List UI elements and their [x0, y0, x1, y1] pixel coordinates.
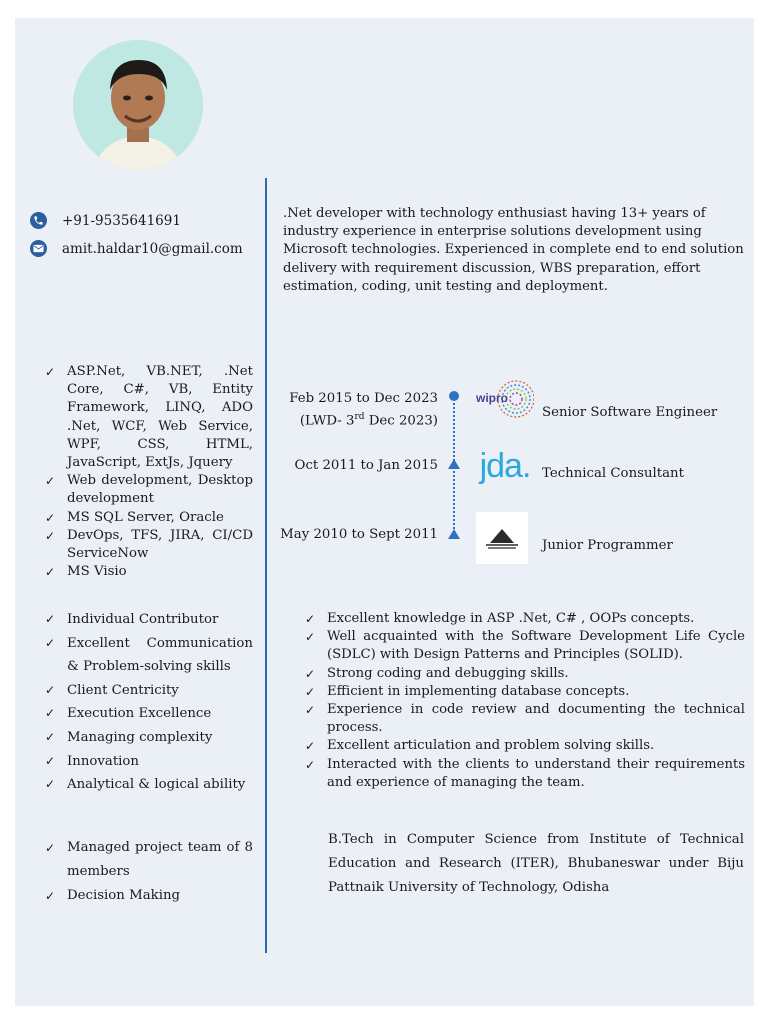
contact-phone	[30, 212, 181, 229]
wipro-wordmark: wipro	[476, 391, 508, 405]
management-item: ✓ Managed project team of 8 members	[45, 836, 253, 884]
profile-photo	[73, 40, 203, 170]
competency-item: ✓ Analytical & logical ability	[45, 773, 253, 797]
competency-item: ✓ Innovation	[45, 750, 253, 774]
knowledge-item: ✓ Strong coding and debugging skills.	[305, 665, 745, 683]
skill-item: ✓ MS SQL Server, Oracle	[45, 509, 253, 527]
knowledge-item: ✓ Excellent articulation and problem solving skills.	[305, 737, 745, 755]
knowledge-list	[305, 610, 745, 792]
phone-icon	[30, 212, 47, 229]
profile-summary: .Net developer with technology enthusiast having 13+ years of industry experience in enterprise solutions development using Microsoft technologies. Experienced in complete end to end solution delivery with requirement discussion, WBS preparation, effort estimation, coding, unit testing and deployment.	[283, 206, 744, 294]
mail-icon	[30, 240, 47, 257]
job-date-3: May 2010 to Sept 2011	[280, 527, 438, 542]
competency-item: ✓ Client Centricity	[45, 679, 253, 703]
company-emblem-icon	[482, 523, 522, 553]
timeline-start-dot	[449, 391, 459, 401]
email-address[interactable]: amit.haldar10@gmail.com	[62, 240, 243, 257]
job-date-2: Oct 2011 to Jan 2015	[294, 458, 438, 473]
skill-item: ✓ ASP.Net, VB.NET, .Net Core, C#, VB, Entity Framework, LINQ, ADO .Net, WCF, Web Service, WPF, CSS, HTML, JavaScript, ExtJs, Jquery	[45, 363, 253, 472]
management-list	[45, 836, 253, 908]
competencies-list	[45, 608, 253, 797]
knowledge-item: ✓ Well acquainted with the Software Development Life Cycle (SDLC) with Design Patterns and Principles (SOLID).	[305, 628, 745, 664]
knowledge-item: ✓ Experience in code review and documenting the technical process.	[305, 701, 745, 737]
phone-number[interactable]: +91-9535641691	[62, 212, 181, 229]
wipro-logo	[476, 377, 534, 421]
competency-item: ✓ Execution Excellence	[45, 702, 253, 726]
contact-email	[30, 240, 243, 257]
competency-item: ✓ Excellent Communication & Problem-solving skills	[45, 632, 253, 679]
job-date-1: Feb 2015 to Dec 2023 (LWD- 3rd Dec 2023)	[289, 391, 438, 429]
knowledge-item: ✓ Excellent knowledge in ASP .Net, C# , OOPs concepts.	[305, 610, 745, 628]
knowledge-item: ✓ Interacted with the clients to understand their requirements and experience of managing the team.	[305, 756, 745, 792]
timeline-arrow-icon	[448, 529, 460, 539]
company-logo-3	[476, 512, 528, 564]
management-item: ✓ Decision Making	[45, 884, 253, 908]
jda-wordmark: jda.	[479, 447, 531, 485]
skill-item: ✓ DevOps, TFS, JIRA, CI/CD ServiceNow	[45, 527, 253, 563]
job-role-2: Technical Consultant	[542, 466, 684, 481]
competency-item: ✓ Individual Contributor	[45, 608, 253, 632]
skill-item: ✓ MS Visio	[45, 563, 253, 581]
timeline-arrow-icon	[448, 459, 460, 469]
competency-item: ✓ Managing complexity	[45, 726, 253, 750]
column-divider	[265, 178, 267, 953]
job-role-1: Senior Software Engineer	[542, 405, 718, 420]
knowledge-item: ✓ Efficient in implementing database concepts.	[305, 683, 745, 701]
profile-photo-image	[73, 40, 203, 170]
education-text: B.Tech in Computer Science from Institute of Technical Education and Research (ITER), Bhubaneswar under Biju Pattnaik University of Technology, Odisha	[328, 832, 744, 895]
skill-item: ✓ Web development, Desktop development	[45, 472, 253, 508]
jda-logo	[476, 444, 534, 488]
job-role-3: Junior Programmer	[542, 538, 673, 553]
skills-list	[45, 363, 253, 581]
